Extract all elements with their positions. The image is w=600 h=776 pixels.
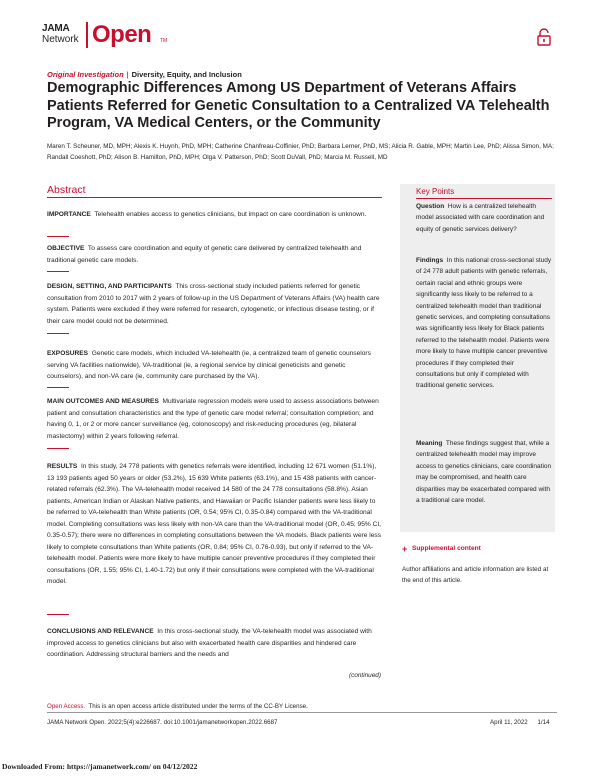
article-type: Original Investigation — [47, 70, 124, 79]
section-divider — [47, 448, 69, 449]
objective-label: OBJECTIVE — [47, 245, 85, 252]
section-divider — [47, 271, 69, 272]
section-separator: | — [126, 70, 129, 79]
results-label: RESULTS — [47, 463, 78, 470]
author-list: Maren T. Scheuner, MD, MPH; Alexis K. Huynh, PhD, MPH; Catherine Chanfreau-Coffinier, PhD; Barbara Lerner, PhD, MS; Alicia R. Gable, MPH; Martin Lee, PhD; Alissa Simon, MA; Randall Coeshott, PhD; Alison B. Hamilton, PhD, MPH; Olga V. Patterson, PhD; Scott DuVall, PhD; Marcia M. Russell, MD — [47, 143, 554, 161]
abstract-conclusions — [47, 626, 382, 661]
article-title: Demographic Differences Among US Department of Veterans Affairs Patients Referred for Genetic Consultation to a Centralized VA Telehealth Program, VA Medical Centers, or the Community — [47, 80, 550, 131]
objective-text: To assess care coordination and equity of genetic care delivered by centralized telehealth and traditional genetic care models. — [47, 245, 362, 264]
key-point-question — [416, 201, 552, 235]
section-divider — [47, 387, 69, 388]
section-line — [47, 70, 242, 79]
logo-jama: JAMA — [42, 23, 70, 34]
publication-date: April 11, 2022 — [490, 719, 528, 726]
open-access-label[interactable]: Open Access. — [47, 703, 86, 710]
open-access-line — [47, 703, 308, 710]
page-number: 1/14 — [537, 719, 550, 726]
continued-note: (continued) — [349, 672, 381, 679]
section-divider — [47, 333, 69, 334]
abstract-design — [47, 281, 382, 327]
footer-date-page — [490, 719, 550, 726]
importance-text: Telehealth enables access to genetics clinicians, but impact on care coordination is unknown. — [94, 211, 367, 218]
exposures-text: Genetic care models, which included VA-telehealth (ie, a centralized team of genetic counselors serving VA facilities nationwide), VA-traditional (ie, a regional service by clinical geneticists and genetic counselors), and non-VA care (ie, community care purchased by the VA). — [47, 350, 371, 380]
results-text: In this study, 24 778 patients with genetics referrals were identified, including 12 671 women (51.1%), 13 193 patients aged 50 years or older (53.2%), 15 639 White patients (63.1%), and 15 438 patients with cancer-related referrals (62.3%). The VA-telehealth model received 14 580 of the 24 778 consultations (58.8%). Asian patients, American Indian or Alaskan Native patients, and Hawaiian or Pacific Islander patients were less likely to be referred to VA-telehealth than White patients (OR, 0.54; 95% CI, 0.35-0.84) compared with the VA-traditional model. Completing consultations was less likely with non-VA care than the VA-traditional model (OR, 0.45; 95% CI, 0.35-0.57); there were no differences in completing consultations between the VA models. Black patients were less likely to complete consultations than White patients (OR, 0.84; 95% CI, 0.76-0.93), but only if referred to the VA-telehealth model. Patients were more likely to have multiple cancer preventive procedures if they completed their consultations (OR, 1.55; 95% CI, 1.40-1.72) but only if their consultations were completed with the VA-traditional model. — [47, 463, 382, 585]
importance-label: IMPORTANCE — [47, 211, 91, 218]
plus-icon[interactable]: + — [402, 544, 408, 554]
key-point-findings — [416, 255, 552, 392]
design-label: DESIGN, SETTING, AND PARTICIPANTS — [47, 283, 172, 290]
logo-divider — [86, 22, 88, 48]
abstract-importance — [47, 209, 382, 221]
logo-network: Network — [42, 34, 79, 45]
supplemental-content-link[interactable]: Supplemental content — [412, 545, 481, 552]
logo-trademark: TM — [160, 38, 168, 44]
question-label: Question — [416, 203, 445, 210]
citation: JAMA Network Open. 2022;5(4):e226687. doi:10.1001/jamanetworkopen.2022.6687 — [47, 719, 278, 726]
meaning-label: Meaning — [416, 440, 443, 447]
abstract-rule — [47, 197, 382, 198]
download-stamp: Downloaded From: https://jamanetwork.com/ on 04/12/2022 — [2, 762, 198, 771]
abstract-results — [47, 461, 382, 588]
design-text: This cross-sectional study included patients referred for genetic consultation from 2010 to 2017 with 2 years of follow-up in the US Department of Veterans Affairs (VA) health care system. Patients were excluded if they were referred for research, cytogenetic, or infectious disease testing, or if their care model could not be determined. — [47, 283, 380, 325]
section-divider — [47, 614, 69, 615]
abstract-outcomes — [47, 396, 382, 442]
outcomes-label: MAIN OUTCOMES AND MEASURES — [47, 398, 159, 405]
exposures-label: EXPOSURES — [47, 350, 89, 357]
question-text: How is a centralized telehealth model associated with care coordination and equity of genetic services delivery? — [416, 203, 545, 233]
footer-rule — [47, 712, 557, 713]
conclusions-text: In this cross-sectional study, the VA-telehealth model was associated with improved access to genetics clinicians but also with exacerbated health care disparities and hindered care coordination. Addressing structural barriers and the needs and — [47, 628, 372, 658]
section-divider — [47, 236, 69, 237]
article-category: Diversity, Equity, and Inclusion — [131, 70, 242, 79]
findings-text: In this national cross-sectional study of 24 778 adult patients with genetic referrals, certain racial and ethnic groups were significantly less likely to be referred to a centralized telehealth model than traditional genetic services, and completing consultations was significantly less likely for Black patients referred to the telehealth model. Patients were more likely to have multiple cancer preventive procedures if they completed their consultations but only if completed with traditional genetic services. — [416, 257, 552, 390]
abstract-heading: Abstract — [47, 184, 86, 196]
logo-open: Open — [92, 21, 152, 48]
outcomes-text: Multivariate regression models were used to assess associations between patient and consultation characteristics and the type of genetic care model referral; consultation completion; and having 0, 1, or 2 or more cancer surveillance (eg, colonoscopy) and risk-reducing procedures (eg, bilateral mastectomy) within 2 years following referral. — [47, 398, 379, 440]
abstract-exposures — [47, 348, 382, 383]
author-affiliations-note: Author affiliations and article information are listed at the end of this article. — [402, 566, 549, 584]
abstract-objective — [47, 243, 382, 266]
open-lock-icon — [537, 28, 551, 46]
open-access-text: This is an open access article distributed under the terms of the CC-BY License. — [88, 703, 308, 710]
key-points-heading: Key Points — [416, 187, 455, 196]
findings-label: Findings — [416, 257, 444, 264]
key-points-rule — [416, 198, 552, 199]
conclusions-label: CONCLUSIONS AND RELEVANCE — [47, 628, 154, 635]
meaning-text: These findings suggest that, while a centralized telehealth model may improve access to genetics clinicians, care coordination may be compromised, and health care disparities may be exacerbated compared with a traditional care model. — [416, 440, 552, 505]
key-point-meaning — [416, 438, 552, 506]
